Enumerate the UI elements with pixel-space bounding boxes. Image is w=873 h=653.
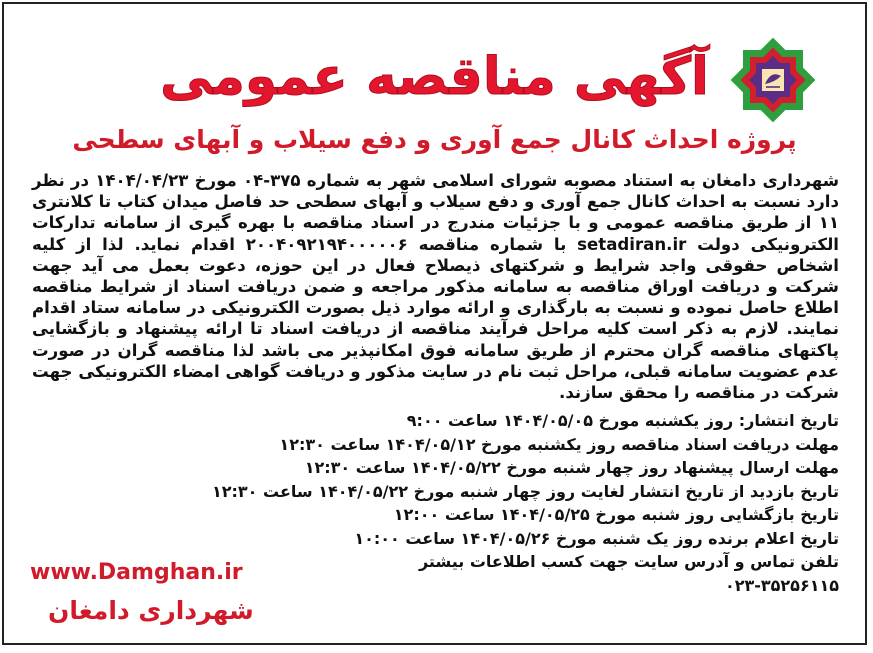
municipality-name: شهرداری دامغان	[48, 596, 254, 625]
contact-info-label: تلفن تماس و آدرس سایت جهت کسب اطلاعات بیشتر	[418, 552, 839, 571]
publication-date: تاریخ انتشار: روز یکشنبه مورخ ۱۴۰۴/۰۵/۰۵ ساعت ۹:۰۰	[406, 411, 839, 430]
notice-subtitle: پروژه احداث کانال جمع آوری و دفع سیلاب و آبهای سطحی	[72, 125, 797, 154]
notice-frame	[2, 2, 867, 645]
notice-dates-list	[211, 409, 839, 597]
site-visit-date: تاریخ بازدید از تاریخ انتشار لغایت روز چهار شنبه مورخ ۱۴۰۴/۰۵/۲۲ ساعت ۱۲:۳۰	[211, 481, 839, 501]
proposal-deadline: مهلت ارسال پیشنهاد روز چهار شنبه مورخ ۱۴۰۴/۰۵/۲۲ ساعت ۱۲:۳۰	[304, 458, 839, 477]
contact-phone: ۰۲۳-۳۵۲۵۶۱۱۵	[724, 575, 839, 595]
opening-date: تاریخ بازگشایی روز شنبه مورخ ۱۴۰۴/۰۵/۲۵ ساعت ۱۲:۰۰	[393, 505, 839, 524]
notice-title: آگهی مناقصه عمومی	[160, 47, 709, 107]
website-link[interactable]: www.Damghan.ir	[30, 560, 243, 585]
document-deadline: مهلت دریافت اسناد مناقصه روز یکشنبه مورخ ۱۴۰۴/۰۵/۱۲ ساعت ۱۲:۳۰	[279, 434, 839, 454]
notice-body: شهرداری دامغان به استناد مصوبه شورای اسلامی شهر به شماره ۳۷۵-۰۴ مورخ ۱۴۰۴/۰۴/۲۳ در نظر دارد نسبت به احداث کانال جمع آوری و دفع سیلاب و آبهای سطحی حد فاصل میدان کتاب تا کلانتری ۱۱ از طریق مناقصه عمومی و با جزئیات مندرج در اسناد مناقصه با بهره گیری از سامانه تدارکات الکترونیکی دولت setadiran.ir با شماره مناقصه ۲۰۰۴۰۹۲۱۹۴۰۰۰۰۰۶ اقدام نماید. لذا از کلیه اشخاص حقوقی واجد شرایط و شرکتهای ذیصلاح فعال در این حوزه، دعوت بعمل می آید جهت شرکت و دریافت اوراق مناقصه به سامانه مذکور مراجعه و ضمن دریافت اسناد از شرایط مناقصه اطلاع حاصل نموده و نسبت به بارگذاری و ارائه موارد ذیل بصورت الکترونیکی در سامانه ستاد اقدام نمایند. لازم به ذکر است کلیه مراحل فرآیند مناقصه از دریافت اسناد تا ارائه پیشنهاد و بازگشایی پاکتهای مناقصه گران محترم از طریق سامانه فوق امکانپذیر می باشد لذا مناقصه گران در صورت عدم عضویت سامانه قبلی، مراحل ثبت نام در سایت مذکور و دریافت گواهی امضاء الکترونیکی جهت شرکت در مناقصه را محقق سازند.	[32, 171, 840, 403]
winner-announcement-date: تاریخ اعلام برنده روز یک شنبه مورخ ۱۴۰۴/۰۵/۲۶ ساعت ۱۰:۰۰	[354, 528, 839, 548]
